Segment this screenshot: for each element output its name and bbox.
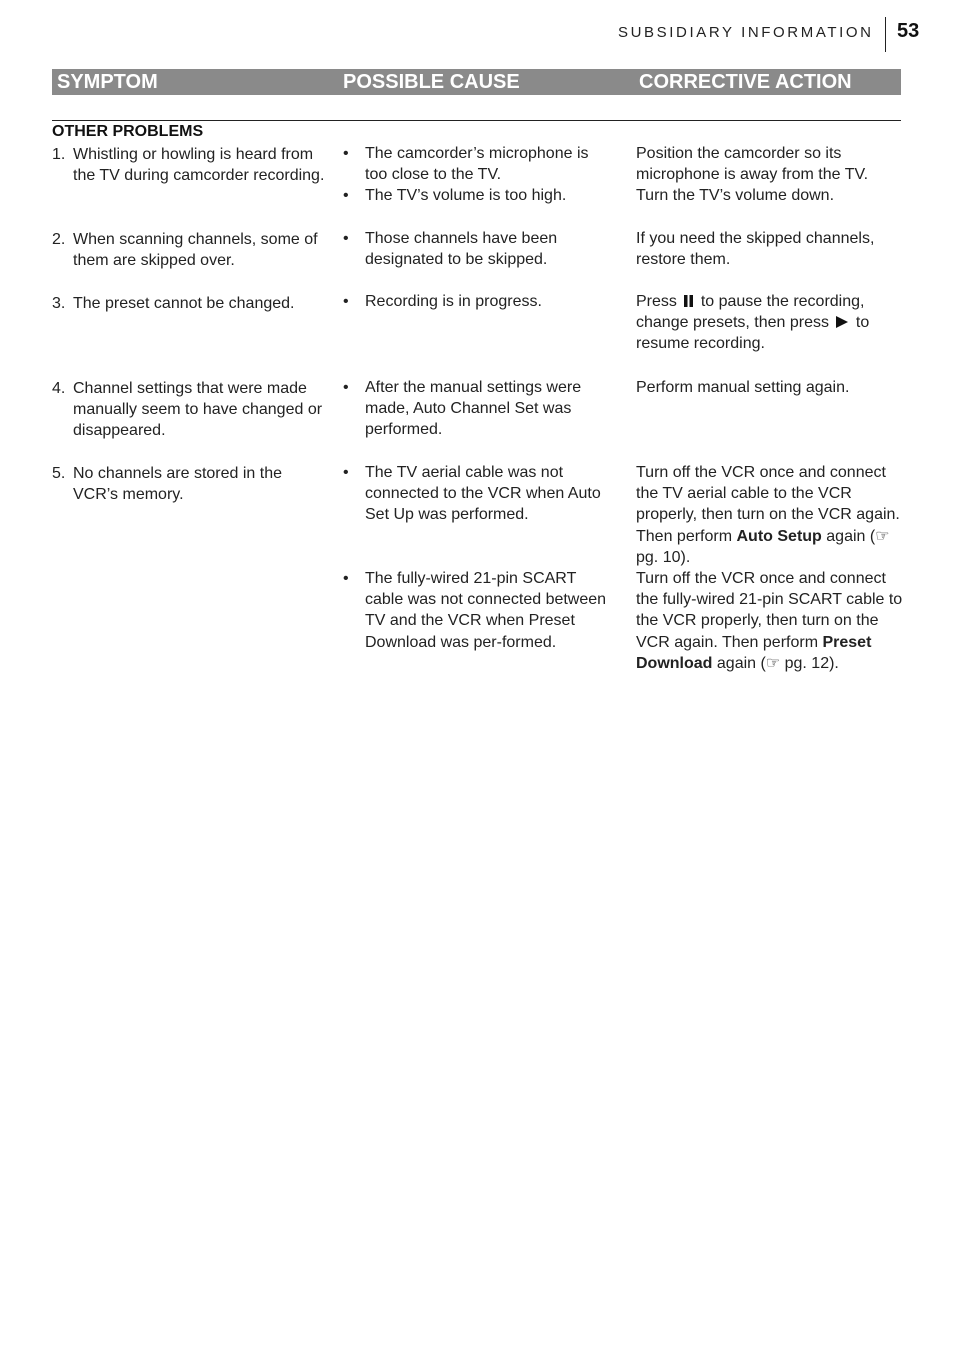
header-divider — [885, 17, 886, 52]
symptom-3 — [52, 293, 327, 314]
cause-text: The TV aerial cable was not connected to the VCR when Auto Set Up was performed. — [365, 464, 601, 524]
action-1 — [636, 143, 908, 207]
symptom-number: 1. — [52, 146, 66, 163]
section-title: SUBSIDIARY INFORMATION — [618, 24, 874, 41]
column-header-action: CORRECTIVE ACTION — [639, 71, 852, 93]
cause-item — [343, 462, 613, 526]
symptom-text: Channel settings that were made manually seem to have changed or disappeared. — [73, 380, 323, 440]
action-text: to resume recording. — [636, 314, 870, 353]
action-5a — [636, 462, 908, 568]
action-text: again (☞ pg. 12). — [716, 654, 839, 672]
page-number: 53 — [897, 20, 920, 42]
section-rule — [52, 120, 901, 121]
action-text: Turn off the VCR once and connect the fully-wired 21-pin SCART cable to the VCR properly, then turn on the VCR again. Then perform — [636, 570, 903, 651]
cause-item — [343, 185, 613, 206]
cause-5a — [343, 462, 613, 526]
cause-2 — [343, 228, 613, 270]
symptom-number: 5. — [52, 465, 66, 482]
symptom-number: 2. — [52, 231, 66, 248]
bullet: • — [343, 379, 349, 396]
bullet: • — [343, 230, 349, 247]
symptom-text: When scanning channels, some of them are skipped over. — [73, 231, 318, 270]
action-keyword: Auto Setup — [736, 527, 822, 545]
bullet: • — [343, 570, 349, 587]
symptom-4 — [52, 378, 327, 442]
cause-text: The fully-wired 21-pin SCART cable was not connected between TV and the VCR when Preset Download was per-formed. — [365, 570, 607, 651]
column-header-bar — [52, 69, 901, 95]
symptom-text: The preset cannot be changed. — [73, 295, 295, 312]
bullet: • — [343, 464, 349, 481]
symptom-5 — [52, 463, 327, 505]
symptom-text: No channels are stored in the VCR’s memory. — [73, 465, 283, 504]
cause-text: The camcorder’s microphone is too close to the TV. — [365, 145, 589, 184]
pause-icon — [683, 294, 694, 308]
cause-item — [343, 377, 613, 441]
action-2 — [636, 228, 908, 270]
symptom-text: Whistling or howling is heard from the TV during camcorder recording. — [73, 146, 325, 185]
bullet: • — [343, 293, 349, 310]
symptom-number: 3. — [52, 295, 66, 312]
action-keyword: Preset Download — [636, 633, 872, 672]
action-4 — [636, 377, 908, 398]
group-title: OTHER PROBLEMS — [52, 123, 204, 140]
cause-text: Recording is in progress. — [365, 293, 542, 310]
cause-3 — [343, 291, 613, 312]
action-text: Press — [636, 293, 677, 310]
cause-item — [343, 228, 613, 270]
bullet: • — [343, 145, 349, 162]
action-5b — [636, 568, 908, 674]
action-text: Turn off the VCR once and connect the TV aerial cable to the VCR properly, then turn on the VCR again. Then perform — [636, 464, 900, 545]
cause-item — [343, 291, 613, 312]
cause-text: The TV’s volume is too high. — [365, 187, 567, 205]
action-text: Turn the TV’s volume down. — [636, 187, 835, 205]
symptom-2 — [52, 229, 327, 271]
cause-5b — [343, 568, 613, 653]
cause-text: After the manual settings were made, Auto Channel Set was performed. — [365, 379, 582, 439]
action-text: If you need the skipped channels, restore them. — [636, 230, 875, 269]
play-icon — [835, 315, 849, 329]
cause-4 — [343, 377, 613, 441]
cause-item — [343, 143, 613, 185]
column-header-cause: POSSIBLE CAUSE — [343, 71, 520, 93]
cause-1 — [343, 143, 613, 207]
action-text: Perform manual setting again. — [636, 379, 850, 396]
bullet: • — [343, 187, 349, 205]
action-3 — [636, 291, 908, 355]
symptom-number: 4. — [52, 380, 66, 397]
action-text: to pause the recording, change presets, then press — [636, 293, 865, 332]
action-text: again (☞ pg. 10). — [636, 527, 890, 566]
action-text: Position the camcorder so its microphone is away from the TV. — [636, 145, 869, 184]
cause-text: Those channels have been designated to be skipped. — [365, 230, 558, 269]
symptom-1 — [52, 144, 327, 186]
column-header-symptom: SYMPTOM — [57, 71, 158, 93]
cause-item — [343, 568, 613, 653]
